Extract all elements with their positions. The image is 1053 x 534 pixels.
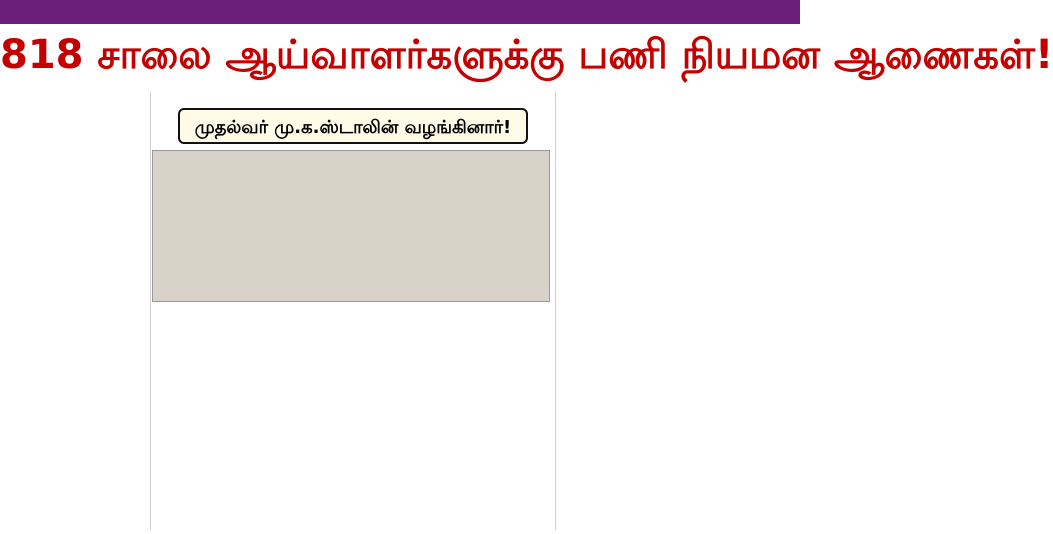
article-middle	[160, 310, 545, 528]
headline: 818 சாலை ஆய்வாளர்களுக்கு பணி நியமன ஆணைகள்!	[0, 32, 1053, 78]
article-right	[563, 96, 793, 528]
ceremony-photo	[152, 150, 550, 302]
article-left	[6, 150, 144, 528]
kicker	[0, 0, 800, 24]
column-divider	[150, 92, 151, 530]
subhead: முதல்வர் மு.க.ஸ்டாலின் வழங்கினார்!	[178, 108, 528, 144]
column-divider	[555, 92, 556, 530]
photo-caption	[152, 304, 550, 310]
